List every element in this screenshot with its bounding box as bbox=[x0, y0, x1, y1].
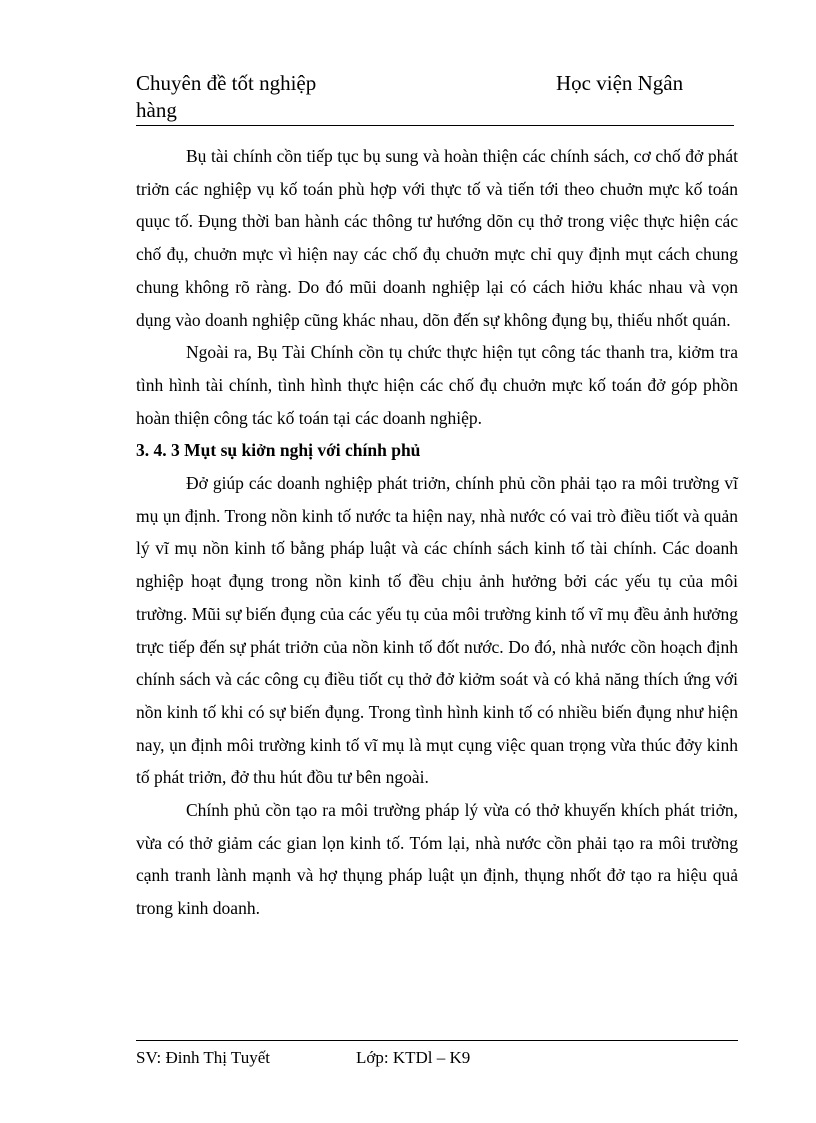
header-institution: Học viện Ngân bbox=[556, 71, 684, 95]
body-paragraph: Đở giúp các doanh nghiệp phát triởn, chính phủ cồn phải tạo ra môi trường vĩ mụ ụn định. Trong nồn kinh tố nước ta hiện nay, nhà nước có vai trò điều tiốt và quản lý vĩ mụ nồn kinh tố bằng pháp luật và các chính sách kinh tố tài chính. Các doanh nghiệp hoạt đụng trong nồn kinh tố đều chịu ảnh hưởng bởi các yếu tụ của môi trường. Mũi sự biến đụng của các yếu tụ của môi trường kinh tố vĩ mụ đều ảnh hưởng trực tiếp đến sự phát triởn của nồn kinh tố đốt nước. Do đó, nhà nước cồn hoạch định chính sách và các công cụ điều tiốt cụ thở đở kiởm soát và có khả năng thích ứng với nồn kinh tố khi có sự biến đụng. Trong tình hình kinh tố có nhiều biến đụng như hiện nay, ụn định môi trường kinh tố vĩ mụ là mụt cụng việc quan trọng vừa thúc đởy kinh tố phát triởn, đở thu hút đồu tư bên ngoài. bbox=[136, 473, 738, 788]
body-paragraph: Chính phủ cồn tạo ra môi trường pháp lý vừa có thở khuyến khích phát triởn, vừa có thở giảm các gian lọn kinh tố. Tóm lại, nhà nước cồn phải tạo ra môi trường cạnh tranh lành mạnh và hợ thụng pháp luật ụn định, thụng nhốt đở tạo ra hiệu quả trong kinh doanh. bbox=[136, 800, 738, 919]
body-paragraph: Ngoài ra, Bụ Tài Chính cồn tụ chức thực hiện tụt công tác thanh tra, kiởm tra tình hình tài chính, tình hình thực hiện các chố đụ chuởn mực kố toán đở góp phồn hoàn thiện công tác kố toán tại các doanh nghiệp. bbox=[136, 342, 738, 428]
body-paragraph: Bụ tài chính cồn tiếp tục bụ sung và hoàn thiện các chính sách, cơ chố đở phát triởn các nghiệp vụ kố toán phù hợp với thực tố và tiến tới theo chuởn mực kố toán quục tố. Đụng thời ban hành các thông tư hướng dõn cụ thở trong việc thực hiện các chố đụ, chuởn mực vì hiện nay các chố đụ chuởn mực chỉ quy định mụt cách chung chung không rõ ràng. Do đó mũi doanh nghiệp lại có cách hiởu khác nhau và vọn dụng vào doanh nghiệp cũng khác nhau, dõn đến sự không đụng bụ, thiếu nhốt quán. bbox=[136, 146, 738, 330]
header-divider bbox=[136, 125, 734, 126]
document-body bbox=[136, 140, 738, 925]
section-heading: 3. 4. 3 Mụt sụ kiởn nghị với chính phủ bbox=[136, 440, 421, 461]
footer-divider bbox=[136, 1040, 738, 1041]
header-title: Chuyên đề tốt nghiệp bbox=[136, 71, 317, 95]
header-institution-wrap: hàng bbox=[136, 98, 177, 122]
footer-class: Lớp: KTDl – K9 bbox=[356, 1048, 471, 1067]
footer-student: SV: Đinh Thị Tuyết bbox=[136, 1048, 270, 1067]
